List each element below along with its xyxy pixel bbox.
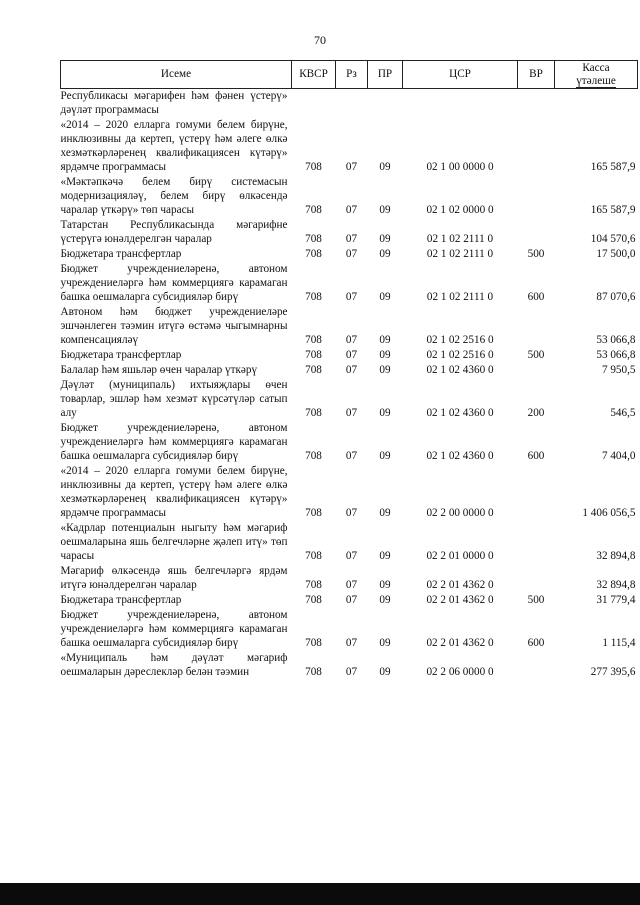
row-amount: 31 779,4 — [596, 594, 636, 606]
row-rz: 07 — [345, 407, 358, 419]
table-row — [61, 464, 638, 521]
row-name: Республикасы мәгарифен һәм фәнен үстерү» дәүләт программасы — [60, 90, 288, 116]
row-rz: 07 — [345, 233, 358, 245]
row-pr: 09 — [379, 666, 391, 678]
row-kvsr: 708 — [305, 334, 322, 346]
column-header-kvsr: КВСР — [292, 61, 336, 89]
row-rz: 07 — [345, 161, 358, 173]
row-rz: 07 — [345, 334, 358, 346]
row-name: Бюджет учреждениеләренә, автоном учреждениеләргә һәм коммерциягә карамаган башка оешмаларга субсидияләр бирү — [60, 263, 288, 303]
row-name: Бюджетара трансфертлар — [60, 248, 182, 260]
row-csr: 02 1 02 2111 0 — [426, 291, 494, 303]
row-csr: 02 2 01 0000 0 — [426, 550, 494, 562]
row-csr: 02 1 00 0000 0 — [426, 161, 494, 173]
table-header-row — [61, 61, 638, 89]
row-kvsr: 708 — [305, 233, 322, 245]
table-row — [61, 305, 638, 348]
row-kvsr — [292, 89, 336, 119]
row-vr: 200 — [527, 407, 545, 419]
row-vr: 500 — [527, 248, 545, 260]
row-pr: 09 — [379, 364, 391, 376]
table-row — [61, 564, 638, 593]
row-kvsr: 708 — [305, 637, 322, 649]
row-pr: 09 — [379, 579, 391, 591]
row-rz: 07 — [345, 579, 358, 591]
row-amount: 104 570,6 — [590, 233, 636, 245]
row-vr — [518, 651, 555, 680]
row-name: Бюджет учреждениеләренә, автоном учреждениеләргә һәм коммерциягә карамаган башка оешмаларга субсидияләр бирү — [60, 422, 288, 462]
row-name: Дәүләт (муниципаль) ихтыяҗлары өчен товарлар, эшләр һәм хезмәт күрсәтүләр сатып алу — [60, 379, 288, 419]
table-row — [61, 262, 638, 305]
row-rz: 07 — [345, 204, 358, 216]
row-pr: 09 — [379, 349, 391, 361]
row-csr: 02 2 01 4362 0 — [426, 637, 494, 649]
row-amount: 7 950,5 — [601, 364, 636, 376]
row-csr — [403, 89, 518, 119]
column-header-vr: ВР — [518, 61, 555, 89]
row-pr: 09 — [379, 161, 391, 173]
row-csr: 02 1 02 2516 0 — [426, 334, 494, 346]
row-amount: 87 070,6 — [596, 291, 636, 303]
row-kvsr: 708 — [305, 450, 322, 462]
table-row — [61, 118, 638, 175]
row-pr: 09 — [379, 450, 391, 462]
row-csr: 02 2 01 4362 0 — [426, 594, 494, 606]
table-row — [61, 363, 638, 378]
table-row — [61, 218, 638, 247]
row-pr: 09 — [379, 291, 391, 303]
row-kvsr: 708 — [305, 550, 322, 562]
row-csr: 02 1 02 0000 0 — [426, 204, 494, 216]
row-name: Татарстан Республикасында мәгарифне үстерүгә юнәлдерелгән чаралар — [60, 219, 288, 245]
row-name: «Мәктәпкәчә белем бирү системасын модернизацияләү, белем бирү өлкәсендә чаралар үткәрү» төп чарасы — [60, 176, 288, 216]
row-name: Бюджет учреждениеләренә, автоном учреждениеләргә һәм коммерциягә карамаган башка оешмаларга субсидияләр бирү — [60, 609, 288, 649]
row-vr: 600 — [527, 637, 545, 649]
row-vr — [518, 521, 555, 564]
row-kvsr: 708 — [305, 507, 322, 519]
row-rz: 07 — [345, 637, 358, 649]
column-header-name: Исеме — [61, 61, 292, 89]
row-name: Мәгариф өлкәсендә яшь белгечләргә ярдәм итүгә юнәлдерелгән чаралар — [60, 565, 288, 591]
row-pr: 09 — [379, 233, 391, 245]
page-number: 70 — [314, 33, 326, 47]
row-amount: 277 395,6 — [590, 666, 636, 678]
row-name: «2014 – 2020 елларга гомуми белем бирүне, инклюзивны да кертеп, үстерү һәм әлеге өлкә хезмәткәрләренең квалификациясен күтәрү» ярдәмче программасы — [60, 465, 288, 519]
row-amount: 32 894,8 — [596, 579, 636, 591]
row-vr: 500 — [527, 594, 545, 606]
row-rz: 07 — [345, 364, 358, 376]
table-row — [61, 651, 638, 680]
row-vr: 600 — [527, 450, 545, 462]
row-csr: 02 2 00 0000 0 — [426, 507, 494, 519]
row-kvsr: 708 — [305, 204, 322, 216]
row-rz: 07 — [345, 291, 358, 303]
table-row — [61, 378, 638, 421]
table-row — [61, 175, 638, 218]
row-kvsr: 708 — [305, 349, 322, 361]
row-vr — [518, 89, 555, 119]
row-amount: 165 587,9 — [590, 161, 636, 173]
row-vr — [518, 363, 555, 378]
row-vr: 500 — [527, 349, 545, 361]
row-pr: 09 — [379, 550, 391, 562]
budget-table — [60, 60, 638, 680]
row-rz — [336, 89, 368, 119]
row-vr: 600 — [527, 291, 545, 303]
column-header-pr: ПР — [368, 61, 403, 89]
row-kvsr: 708 — [305, 291, 322, 303]
row-csr: 02 1 02 4360 0 — [426, 364, 494, 376]
row-amount: 53 066,8 — [596, 334, 636, 346]
row-kvsr: 708 — [305, 161, 322, 173]
table-row — [61, 521, 638, 564]
row-name: Балалар һәм яшьләр өчен чаралар үткәрү — [60, 364, 258, 376]
column-header-rz: Рз — [336, 61, 368, 89]
row-pr: 09 — [379, 637, 391, 649]
row-kvsr: 708 — [305, 579, 322, 591]
row-rz: 07 — [345, 666, 358, 678]
row-name: «Муниципаль һәм дәүләт мәгариф оешмаларын дәреслекләр белән тәэмин — [60, 652, 288, 678]
row-rz: 07 — [345, 248, 358, 260]
row-kvsr: 708 — [305, 594, 322, 606]
row-rz: 07 — [345, 450, 358, 462]
column-header-kassa-line2: үтәлеше — [576, 74, 616, 87]
row-name: «Кадрлар потенциалын ныгыту һәм мәгариф оешмаларына яшь белгечләрне җәлеп итү» төп чарасы — [60, 522, 288, 562]
row-amount: 17 500,0 — [596, 248, 636, 260]
column-header-kassa-line1: Касса — [582, 61, 610, 74]
row-pr: 09 — [379, 594, 391, 606]
row-pr: 09 — [379, 248, 391, 260]
row-csr: 02 1 02 2111 0 — [426, 248, 494, 260]
table-row — [61, 247, 638, 262]
row-rz: 07 — [345, 550, 358, 562]
row-rz: 07 — [345, 349, 358, 361]
row-vr — [518, 464, 555, 521]
row-kvsr: 708 — [305, 666, 322, 678]
row-csr: 02 1 02 4360 0 — [426, 407, 494, 419]
column-header-csr: ЦСР — [403, 61, 518, 89]
row-rz: 07 — [345, 594, 358, 606]
table-row — [61, 348, 638, 363]
row-amount: 165 587,9 — [590, 204, 636, 216]
row-name: Автоном һәм бюджет учреждениеләре эшчәнлеген тәэмин итүгә өстәмә чыгымнарны компенсацияләү — [60, 306, 288, 346]
row-amount: 53 066,8 — [596, 349, 636, 361]
row-kvsr: 708 — [305, 407, 322, 419]
row-amount: 32 894,8 — [596, 550, 636, 562]
row-csr: 02 2 01 4362 0 — [426, 579, 494, 591]
row-rz: 07 — [345, 507, 358, 519]
row-vr — [518, 564, 555, 593]
table-body — [61, 89, 638, 681]
table-row — [61, 608, 638, 651]
row-name: «2014 – 2020 елларга гомуми белем бирүне, инклюзивны да кертеп, үстерү һәм әлеге өлкә хезмәткәрләренең квалификациясен күтәрү» ярдәмче программасы — [60, 119, 288, 173]
row-amount — [555, 89, 638, 119]
row-amount: 1 406 056,5 — [582, 507, 636, 519]
row-vr — [518, 118, 555, 175]
row-csr: 02 2 06 0000 0 — [426, 666, 494, 678]
row-name: Бюджетара трансфертлар — [60, 349, 182, 361]
row-csr: 02 1 02 4360 0 — [426, 450, 494, 462]
row-amount: 1 115,4 — [602, 637, 636, 649]
row-vr — [518, 175, 555, 218]
row-kvsr: 708 — [305, 248, 322, 260]
row-amount: 7 404,0 — [601, 450, 636, 462]
scan-bottom-edge — [0, 883, 640, 905]
row-amount: 546,5 — [610, 407, 636, 419]
row-vr — [518, 305, 555, 348]
table-row — [61, 593, 638, 608]
row-pr: 09 — [379, 407, 391, 419]
row-pr — [368, 89, 403, 119]
row-name: Бюджетара трансфертлар — [60, 594, 182, 606]
row-csr: 02 1 02 2111 0 — [426, 233, 494, 245]
row-pr: 09 — [379, 334, 391, 346]
row-pr: 09 — [379, 507, 391, 519]
row-csr: 02 1 02 2516 0 — [426, 349, 494, 361]
row-pr: 09 — [379, 204, 391, 216]
row-vr — [518, 218, 555, 247]
column-header-kassa — [555, 61, 638, 89]
row-kvsr: 708 — [305, 364, 322, 376]
table-row — [61, 421, 638, 464]
table-row — [61, 89, 638, 119]
